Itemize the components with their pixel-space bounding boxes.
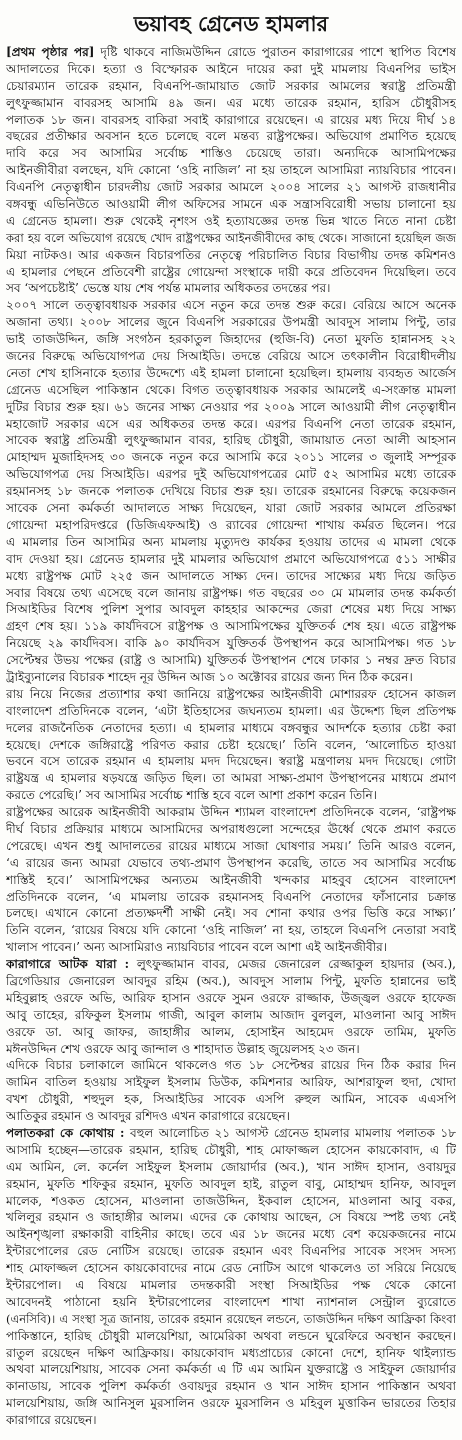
article-line: ‘এ রায়ের জন্য আমরা যেভাবে তথ্য-প্রমাণ উপস্থাপন করেছি, তাতে সব আসামির সর্বোচ্চ bbox=[6, 855, 456, 870]
subhead-fugitives: পলাতকরা কে কোথায় : bbox=[6, 1126, 125, 1140]
article-line: ভবনে বসে তারেক রহমান এ হামলায় মদদ দিয়েছেন। স্বরাষ্ট্র মন্ত্রণালয় মদদ দিয়েছে। গোটা bbox=[6, 754, 456, 769]
article-line: রহমান, মুফতি শফিকুর রহমান, মুফতি আবদুল হাই, রাতুল বাবু, মোহাম্মদ হানিফ, আবদুল bbox=[6, 1176, 456, 1191]
article-line bbox=[6, 956, 456, 973]
article-line: সেপ্টেম্বর উভয় পক্ষের (রাষ্ট্র ও আসামি) যুক্তিতর্ক উপস্থাপন শেষে ঢাকার ১ নম্বর দ্রুত বিচার bbox=[6, 653, 456, 668]
article-line: জামিন বাতিল হওয়ায় সাইফুল ইসলাম ডিউক, কমিশনার আরিফ, আশরাফুল হুদা, খোদা bbox=[6, 1075, 456, 1090]
article-line: দাবি করে সব আসামির সর্বোচ্চ শাস্তিও চেয়েছে তারা। অন্যদিকে আসামিপক্ষের bbox=[6, 146, 456, 161]
article-line: রহমানসহ ১৮ জনকে পলাতক দেখিয়ে বিচার শুরু হয়। তারেক রহমানের বিরুদ্ধে কয়েকজন bbox=[6, 484, 456, 499]
article-line: কারাগারে রয়েছেন। bbox=[6, 1413, 97, 1428]
article-line-text: লুৎফুজ্জামান বাবর, মেজর জেনারেল রেজ্জাকুল হায়দার (অব.), bbox=[136, 957, 456, 972]
article-line: পাকিস্তানে, হারিছ চৌধুরী মালয়েশিয়া, আমেরিকা অথবা লন্ডনে ঘুরেফিরে অবস্থান করছেন। bbox=[6, 1328, 456, 1343]
article-line: বছরের প্রতীক্ষার অবসান হতে চলেছে বলে মন্তব্য রাষ্ট্রপক্ষের। অভিযোগ প্রমাণিত হয়েছে bbox=[6, 129, 456, 144]
article-line: আসামি হচ্ছেন—তারেক রহমান, হারিছ চৌধুরী, শাহ মোফাজ্জল হোসেন কায়কোবাদ, এ টি bbox=[6, 1142, 456, 1157]
article-line: মঈনউদ্দিন শেখ ওরফে আবু জান্দাল ও শাহাদাত উল্লাহ জুয়েলসহ ২৩ জন। bbox=[6, 1041, 360, 1056]
article-line: আবেদনই পাঠানো হয়নি ইন্টারপোলের বাংলাদেশ শাখা ন্যাশনাল সেন্ট্রাল ব্যুরোতে bbox=[6, 1294, 456, 1309]
article-line: মোহাম্মদ মুজাহিদসহ ৩০ জনকে নতুন করে আসামি করে ২০১১ সালের ৩ জুলাই সম্পূরক bbox=[6, 450, 456, 465]
article-line: (এনসিবি)। এ সংস্থা সূত্র জানায়, তারেক রহমান রয়েছেন লন্ডনে, তাজউদ্দিন দক্ষিণ আফ্রিকা কিংবা bbox=[6, 1311, 456, 1326]
article-line: বঙ্গবন্ধু এভিনিউতে আওয়ামী লীগ অফিসের সামনে এক সন্ত্রাসবিরোধী সভায় চালানো হয় bbox=[6, 197, 456, 212]
article-line: মিয়া নাটকও। আর একজন বিচারপতির নেতৃত্বে পরিচালিত বিচার বিভাগীয় তদন্ত কমিশনও bbox=[6, 247, 456, 262]
article-line: মহাজোট সরকার এসে এর অধিকতর তদন্ত করে। এরপর বিএনপি নেতা তারেক রহমান, bbox=[6, 416, 456, 431]
article-line: গ্রহণ শেষ হয়। ১১৯ কার্যদিবসে রাষ্ট্রপক্ষ ও আসামিপক্ষের যুক্তিতর্ক শেষ হয়। এতে রাষ্ট্রপক্ষ bbox=[6, 619, 456, 634]
article-line: বিএনপি নেতৃত্বাধীন চারদলীয় জোট সরকার আমলে ২০০৪ সালের ২১ আগস্ট রাজধানীর bbox=[6, 180, 456, 195]
article-line: করা হয় বলে অভিযোগ রয়েছে খোদ রাষ্ট্রপক্ষের আইনজীবীদের কাছ থেকে। সাজানো হয়েছিল জজ bbox=[6, 230, 456, 245]
article-line: শাহ মোফাজ্জল হোসেন কায়কোবাদের নামে রেড নোটিস আগে থাকলেও তা সরিয়ে নিয়েছে bbox=[6, 1261, 456, 1276]
article-line-text: বহুল আলোচিত ২১ আগস্ট গ্রেনেড হামলার মামলায় পলাতক ১৮ bbox=[130, 1126, 456, 1140]
continuation-label: [প্রথম পৃষ্ঠার পর] bbox=[6, 45, 95, 59]
article-line: গ্রেনেড এসেছিল পাকিস্তান থেকে। বিগত তত্ত্বাবধায়ক সরকার আমলেই এ-সংক্রান্ত মামলা bbox=[6, 382, 456, 397]
article-line: সিআইডির বিশেষ পুলিশ সুপার আবদুল কাহহার আকন্দের জেরা শেষের মধ্য দিয়ে সাক্ষ্য bbox=[6, 602, 456, 617]
article-line bbox=[6, 1125, 456, 1142]
article-line: পলাতক ১৮ জন। বাবরসহ বাকিরা সবাই কারাগারে রয়েছেন। এ রায়ের মধ্য দিয়ে দীর্ঘ ১৪ bbox=[6, 112, 456, 127]
article-line: সাবেক সেনা কর্মকর্তা আদালতে সাক্ষ্য দিয়েছেন, যারা জোট সরকার আমলে প্রতিরক্ষা bbox=[6, 501, 456, 516]
article-body bbox=[6, 44, 456, 1429]
article-line: ওরফে ডা. আবু জাফর, জাহাঙ্গীর আলম, হোসাইন আহমেদ ওরফে তামিম, মুফতি bbox=[6, 1024, 456, 1039]
article-line: ইন্টারপোলের রেড নোটিস রয়েছে। তারেক রহমান এবং বিএনপির সাবেক সংসদ সদস্য bbox=[6, 1244, 456, 1259]
article-line: মালেক, শওকত হোসেন, মাওলানা তাজউদ্দিন, ইকবাল হোসেন, মাওলানা আবু বকর, bbox=[6, 1193, 456, 1208]
article-line: মধ্যে রাষ্ট্রপক্ষ মোট ২২৫ জন আদালতে সাক্ষ্য দেন। তাদের সাক্ষ্যের মধ্য দিয়ে জড়িত bbox=[6, 568, 456, 583]
article-line: এ গ্রেনেড হামলা। শুরু থেকেই নৃশংস ওই হত্যাযজ্ঞের তদন্ত ভিন্ন খাতে নিতে নানা চেষ্টা bbox=[6, 213, 456, 228]
article-line: দীর্ঘ বিচার প্রক্রিয়ার মাধ্যমে আসামিদের অপরাধগুলো সন্দেহের ঊর্ধ্বে থেকে প্রমাণ করতে bbox=[6, 821, 456, 836]
article-line: নিয়েছে ২৯ কার্যদিবস। বাকি ৯০ কার্যদিবস যুক্তিতর্ক উপস্থাপন করে আসামিপক্ষ। গত ১৮ bbox=[6, 636, 456, 651]
article-line: ট্রাইব্যুনালের বিচারক শাহেদ নূর উদ্দিন আজ ১০ অক্টোবর রায়ের জন্য দিন ঠিক করেন। bbox=[6, 669, 413, 684]
article-line: মালয়েশিয়ায়, জঙ্গি আনিসুল মুরসালিন ওরফে মুরসালিন ও মহিবুল মুত্তাকিন ভারতের তিহার bbox=[6, 1396, 456, 1411]
article-line: প্রতিদিনকে বলেন, ‘এ মামলায় তারেক রহমানসহ বিএনপি নেতাদের ফাঁসানোর চক্রান্ত bbox=[6, 889, 456, 904]
article-line: এদিকে বিচার চলাকালে জামিনে থাকলেও গত ১৮ সেপ্টেম্বর রায়ের দিন ঠিক করার দিন bbox=[6, 1058, 456, 1073]
article-line: লুৎফুজ্জামান বাবরসহ আসামি ৪৯ জন। এর মধ্যে তারেক রহমান, হারিস চৌধুরীসহ bbox=[6, 95, 456, 110]
article-line: রাষ্ট্রযন্ত্র এ হামলার ষড়যন্ত্রে জড়িত ছিল। তা আমরা সাক্ষ্য-প্রমাণ উপস্থাপনের মাধ্যমে প্রমাণ bbox=[6, 771, 456, 786]
article-line: তিনি বলেন, ‘রায়ের বিষয়ে যদি কোনো ‘ওহি নাজিল’ না হয়, তাহলে বিএনপি নেতারা সবাই bbox=[6, 923, 456, 938]
article-line: জনের বিরুদ্ধে অভিযোগপত্র দেয় সিআইডি। তদন্তে বেরিয়ে আসে তৎকালীন বিরোধীদলীয় bbox=[6, 349, 456, 364]
article-line: ইন্টারপোল। এ বিষয়ে মামলার তদন্তকারী সংস্থা সিআইডির পক্ষ থেকে কোনো bbox=[6, 1278, 456, 1293]
article-line: রাতুল রয়েছেন দক্ষিণ আফ্রিকায়। কায়কোবাদ মধ্যপ্রাচ্যের কোনো দেশে, হানিফ থাইল্যান্ড bbox=[6, 1345, 456, 1360]
article-line: অথবা মালয়েশিয়ায়, সাবেক সেনা কর্মকর্তা এ টি এম আমিন যুক্তরাষ্ট্রে ও সাইফুল জোয়ার্দার bbox=[6, 1362, 456, 1377]
article-line: গোয়েন্দা মহাপরিদপ্তরে (ডিজিএফআই) ও র‍্যাবের গোয়েন্দা শাখায় কর্মরত ছিলেন। পরে bbox=[6, 517, 456, 532]
article-line: দলের রাজনৈতিক নেতাদের হত্যা। এ হামলার মাধ্যমে বঙ্গবন্ধুর আদর্শকে হত্যার চেষ্টা করা bbox=[6, 720, 456, 735]
article-line: দুটির বিচার শুরু হয়। ৬১ জনের সাক্ষ্য নেওয়ার পর ২০০৯ সালে আওয়ামী লীগ নেতৃত্বাধীন bbox=[6, 399, 456, 414]
article-line: এম আমিন, লে. কর্নেল সাইফুল ইসলাম জোয়ার্দার (অব.), খান সাঈদ হাসান, ওবায়দুর bbox=[6, 1159, 456, 1174]
article-line: আতিকুর রহমান ও আবদুর রশিদও এখন কারাগারে রয়েছেন। bbox=[6, 1109, 290, 1124]
article-line: বাদ দেওয়া হয়। গ্রেনেড হামলার দুই মামলার অভিযোগ প্রমাণে অভিযোগপত্রে ৫১১ সাক্ষীর bbox=[6, 551, 456, 566]
article-line: অজানা তথ্য। ২০০৮ সালের জুনে বিএনপি সরকারের উপমন্ত্রী আবদুস সালাম পিন্টু, তার bbox=[6, 315, 456, 330]
article-line: আইনজীবীরা বলছেন, যদি কোনো ‘ওহি নাজিল’ না হয় তাহলে আসামিরা ন্যায়বিচার পাবেন। bbox=[6, 163, 456, 178]
article-line: খালাস পাবেন।’ অন্য আসামিরাও ন্যায়বিচার পাবেন বলে আশা এই আইনজীবীর। bbox=[6, 940, 387, 955]
article-line: এ হামলার পেছনে প্রতিবেশী রাষ্ট্রের গোয়েন্দা সংস্থাকে দায়ী করে প্রতিবেদন দিয়েছিল। তবে bbox=[6, 264, 456, 279]
article-line: শাস্তিই হবে।’ আসামিপক্ষের অন্যতম আইনজীবী খন্দকার মাহবুব হোসেন বাংলাদেশ bbox=[6, 872, 456, 887]
article-line: আদালতের দিকে। হত্যা ও বিস্ফোরক আইনে দায়ের করা দুই মামলায় বিএনপির ভাইস bbox=[6, 61, 456, 76]
article-line: সাবেক স্বরাষ্ট্র প্রতিমন্ত্রী লুৎফুজ্জামান বাবর, হারিছ চৌধুরী, জামায়াত নেতা আলী আহসান bbox=[6, 433, 456, 448]
article-line: আইনশৃঙ্খলা রক্ষাকারী বাহিনীর কাছে। তবে এর ১৮ জনের মধ্যে বেশ কয়েকজনের নামে bbox=[6, 1227, 456, 1242]
article-line: সবার বিষয়ে তথ্য এসেছে বলে জানায় রাষ্ট্রপক্ষ। গত বছরের ৩০ মে মামলার তদন্ত কর্মকর্তা bbox=[6, 585, 456, 600]
article-line: নেতা শেখ হাসিনাকে হত্যার উদ্দেশ্যে এই হামলা চালানো হয়েছিল। হামলায় ব্যবহৃত আর্জেস bbox=[6, 365, 456, 380]
article-line: ব্রিগেডিয়ার জেনারেল আবদুর রহিম (অব.), আবদুস সালাম পিন্টু, মুফতি হান্নানের ভাই bbox=[6, 973, 456, 988]
article-line: ভাই তাজউদ্দিন, জঙ্গি সংগঠন হরকাতুল জিহাদের (হুজি-বি) নেতা মুফতি হান্নানসহ ২২ bbox=[6, 332, 456, 347]
article-line: বখশ চৌধুরী, শহুদুল হক, সিআইডির সাবেক এসপি রুহুল আমিন, সাবেক এএসপি bbox=[6, 1092, 456, 1107]
article-line: সব ‘অপচেষ্টাই’ ভেস্তে যায় শেষ পর্যন্ত মামলার অধিকতর তদন্তের পর। bbox=[6, 281, 331, 296]
article-line: বাংলাদেশ প্রতিদিনকে বলেন, ‘এটা ইতিহাসের জঘন্যতম হামলা। এর উদ্দেশ্য ছিল প্রতিপক্ষ bbox=[6, 703, 456, 718]
article-line: রাষ্ট্রপক্ষের আরেক আইনজীবী আকরাম উদ্দিন শ্যামল বাংলাদেশ প্রতিদিনকে বলেন, ‘রাষ্ট্রপক্ষ bbox=[6, 805, 456, 820]
article-line: রায় নিয়ে নিজের প্রত্যাশার কথা জানিয়ে রাষ্ট্রপক্ষের আইনজীবী মোশাররফ হোসেন কাজল bbox=[6, 686, 456, 701]
article-headline: ভয়াবহ গ্রেনেড হামলার bbox=[133, 11, 329, 36]
article-line bbox=[6, 44, 456, 61]
article-line: করতে পেরেছি।’ সব আসামির সর্বোচ্চ শাস্তি হবে বলে আশা প্রকাশ করেন তিনি। bbox=[6, 788, 377, 803]
article-line: চলছে। এখানে কোনো প্রত্যক্ষদর্শী সাক্ষী নেই। সব শোনা কথার ওপর ভিত্তি করে সাক্ষ্য।’ bbox=[6, 906, 456, 921]
article-line: কানাডায়, সাবেক পুলিশ কর্মকর্তা ওবায়দুর রহমান ও খান সাঈদ হাসান পাকিস্তান অথবা bbox=[6, 1379, 456, 1394]
article-line: চেয়ারম্যান তারেক রহমান, বিএনপি-জামায়াত জোট সরকার আমলের স্বরাষ্ট্র প্রতিমন্ত্রী bbox=[6, 78, 456, 93]
article-line: অভিযোগপত্র দেয় সিআইডি। এরপর দুই অভিযোগপত্রের মোট ৫২ আসামির মধ্যে তারেক bbox=[6, 467, 456, 482]
article-line: পেরেছে। এখন শুধু আদালতের রায়ের মাধ্যমে সাজা ঘোষণার সময়।’ তিনি আরও বলেন, bbox=[6, 838, 456, 853]
subhead-jailed: কারাগারে আটক যারা : bbox=[6, 957, 130, 972]
article-line: এ মামলার তিন আসামির অন্য মামলায় মৃত্যুদণ্ড কার্যকর হওয়ায় তাদের এ মামলা থেকে bbox=[6, 534, 456, 549]
article-line: খলিলুর রহমান ও জাহাঙ্গীর আলম। এদের কে কোথায় আছেন, সে বিষয়ে স্পষ্ট তথ্য নেই bbox=[6, 1210, 456, 1225]
article-line: ২০০৭ সালে তত্ত্বাবধায়ক সরকার এসে নতুন করে তদন্ত শুরু করে। বেরিয়ে আসে অনেক bbox=[6, 298, 456, 313]
article-line: হয়েছে। দেশকে জঙ্গিরাষ্ট্রে পরিণত করার চেষ্টা হয়েছে।’ তিনি বলেন, ‘আলোচিত হাওয়া bbox=[6, 737, 456, 752]
article-line-text: দৃষ্টি থাকবে নাজিমউদ্দিন রোডে পুরাতন কারাগারের পাশে স্থাপিত বিশেষ bbox=[100, 45, 456, 59]
article-line: মহিবুল্লাহ ওরফে অভি, আরিফ হাসান ওরফে সুমন ওরফে রাজ্জাক, উজ্জ্বল ওরফে হাফেজ bbox=[6, 990, 456, 1005]
article-line: আবু তাহের, রফিকুল ইসলাম গাজী, আবুল কালাম আজাদ বুলবুল, মাওলানা আবু সাঈদ bbox=[6, 1007, 456, 1022]
